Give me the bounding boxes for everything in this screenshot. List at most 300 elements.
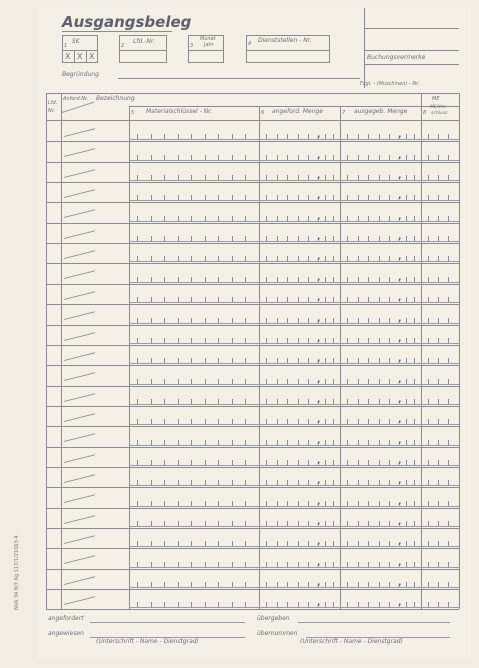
monat-label: Monat [200, 36, 216, 42]
me-digit-tick [438, 134, 439, 139]
row-entry-baseline [130, 506, 459, 507]
me-digit-tick [438, 297, 439, 302]
material-digit-tick [137, 134, 138, 139]
material-digit-tick [232, 236, 233, 241]
ausgegeb-decimal-mark: , [398, 435, 402, 446]
angeford-digit-tick [298, 501, 299, 506]
ausgegeb-digit-tick [389, 318, 390, 323]
ausgegeb-digit-tick [358, 175, 359, 180]
material-digit-tick [245, 460, 246, 465]
ausgegeb-digit-tick [389, 419, 390, 424]
material-digit-tick [205, 562, 206, 567]
ausgegeb-digit-tick [406, 256, 407, 261]
ausgegeb-digit-tick [389, 236, 390, 241]
ausgegeb-digit-tick [368, 460, 369, 465]
angeford-digit-tick [333, 582, 334, 587]
material-digit-tick [191, 399, 192, 404]
angeford-digit-tick [298, 134, 299, 139]
me-digit-tick [428, 501, 429, 506]
ausgegeb-digit-tick [379, 440, 380, 445]
me-digit-tick [428, 338, 429, 343]
ausgegeb-digit-tick [358, 256, 359, 261]
material-digit-tick [205, 277, 206, 282]
angeford-digit-tick [333, 541, 334, 546]
ausgegeb-digit-tick [368, 440, 369, 445]
material-digit-tick [245, 521, 246, 526]
table-right-border [459, 93, 460, 609]
ausgegeb-digit-tick [379, 338, 380, 343]
material-digit-tick [164, 216, 165, 221]
ausgegeb-digit-tick [379, 460, 380, 465]
material-digit-tick [137, 338, 138, 343]
me-digit-tick [428, 277, 429, 282]
angeford-digit-tick [287, 358, 288, 363]
me-digit-tick [428, 195, 429, 200]
ausgegeb-decimal-mark: , [398, 578, 402, 589]
material-digit-tick [178, 521, 179, 526]
ausgegeb-digit-tick [406, 562, 407, 567]
me-digit-tick [448, 277, 449, 282]
ausgegeb-digit-tick [406, 501, 407, 506]
angewiesen-label: angewiesen [48, 630, 84, 637]
material-digit-tick [151, 195, 152, 200]
ausgegeb-digit-tick [347, 318, 348, 323]
me-digit-tick [428, 175, 429, 180]
me-digit-tick [438, 155, 439, 160]
ausgegeb-digit-tick [414, 256, 415, 261]
angefordert-field[interactable] [90, 622, 245, 623]
angeford-digit-tick [308, 175, 309, 180]
material-digit-tick [137, 358, 138, 363]
ausgegeb-decimal-mark: , [398, 496, 402, 507]
ausgegeb-digit-tick [406, 602, 407, 607]
ausgegeb-digit-tick [368, 358, 369, 363]
angeford-decimal-mark: , [317, 476, 321, 487]
angeford-digit-tick [298, 297, 299, 302]
ausgegeb-digit-tick [414, 338, 415, 343]
material-digit-tick [218, 318, 219, 323]
me-digit-tick [428, 460, 429, 465]
material-digit-tick [151, 541, 152, 546]
material-digit-tick [205, 501, 206, 506]
ausgegeb-digit-tick [406, 175, 407, 180]
angeford-digit-tick [333, 602, 334, 607]
signature-hint-right: (Unterschrift - Name - Dienstgrad) [300, 638, 403, 645]
me-digit-tick [448, 521, 449, 526]
me-digit-tick [438, 256, 439, 261]
ausgegeb-digit-tick [379, 358, 380, 363]
ausgegeb-digit-tick [368, 236, 369, 241]
ausgegeb-digit-tick [368, 419, 369, 424]
angeford-digit-tick [333, 256, 334, 261]
me-digit-tick [428, 582, 429, 587]
me-digit-tick [438, 379, 439, 384]
angeford-digit-tick [266, 379, 267, 384]
sk-mark-2[interactable]: X [77, 52, 83, 61]
material-digit-tick [245, 256, 246, 261]
ausgegeb-digit-tick [379, 134, 380, 139]
ausgegeb-digit-tick [368, 602, 369, 607]
ausgegeb-digit-tick [389, 277, 390, 282]
ausgegeb-digit-tick [347, 602, 348, 607]
material-digit-tick [218, 297, 219, 302]
ausgegeb-digit-tick [347, 541, 348, 546]
material-digit-tick [137, 419, 138, 424]
material-digit-tick [164, 521, 165, 526]
ausgegeb-digit-tick [368, 562, 369, 567]
material-digit-tick [218, 460, 219, 465]
material-digit-tick [191, 541, 192, 546]
angeford-digit-tick [287, 155, 288, 160]
me-digit-tick [428, 399, 429, 404]
angeford-digit-tick [287, 399, 288, 404]
ausgegeb-digit-tick [414, 195, 415, 200]
material-digit-tick [191, 134, 192, 139]
material-digit-tick [232, 134, 233, 139]
material-digit-tick [178, 297, 179, 302]
row-entry-baseline [130, 282, 459, 283]
material-digit-tick [191, 521, 192, 526]
material-digit-tick [191, 358, 192, 363]
ausgegeb-digit-tick [379, 582, 380, 587]
material-digit-tick [218, 541, 219, 546]
ausgegeb-digit-tick [347, 521, 348, 526]
angeford-digit-tick [325, 216, 326, 221]
material-digit-tick [151, 440, 152, 445]
angeford-digit-tick [277, 460, 278, 465]
angeford-digit-tick [277, 602, 278, 607]
row-entry-baseline [130, 200, 459, 201]
angeford-decimal-mark: , [317, 293, 321, 304]
material-digit-tick [245, 175, 246, 180]
me-digit-tick [438, 521, 439, 526]
angeford-digit-tick [298, 256, 299, 261]
col-angeford: angeford. Menge [272, 108, 324, 115]
angeford-digit-tick [298, 236, 299, 241]
angeford-digit-tick [277, 541, 278, 546]
ausgegeb-decimal-mark: , [398, 374, 402, 385]
angeford-digit-tick [298, 480, 299, 485]
ausgegeb-digit-tick [389, 134, 390, 139]
angeford-digit-tick [333, 480, 334, 485]
angeford-digit-tick [333, 318, 334, 323]
ausgegeb-digit-tick [347, 582, 348, 587]
ausgegeb-digit-tick [414, 440, 415, 445]
angeford-digit-tick [298, 175, 299, 180]
angeford-decimal-mark: , [317, 374, 321, 385]
material-digit-tick [232, 541, 233, 546]
angeford-digit-tick [266, 297, 267, 302]
angeford-digit-tick [333, 134, 334, 139]
material-digit-tick [232, 501, 233, 506]
angeford-decimal-mark: , [317, 578, 321, 589]
ausgegeb-digit-tick [347, 399, 348, 404]
material-digit-tick [205, 175, 206, 180]
row-entry-baseline [130, 363, 459, 364]
ausgegeb-digit-tick [358, 195, 359, 200]
me-digit-tick [428, 358, 429, 363]
material-digit-tick [191, 419, 192, 424]
material-digit-tick [232, 399, 233, 404]
me-digit-tick [438, 338, 439, 343]
ausgegeb-digit-tick [358, 338, 359, 343]
angeford-digit-tick [277, 175, 278, 180]
row-entry-baseline [130, 139, 459, 140]
angeford-digit-tick [277, 195, 278, 200]
angeford-digit-tick [277, 277, 278, 282]
angeford-digit-tick [325, 134, 326, 139]
ausgegeb-digit-tick [414, 419, 415, 424]
lfd-box-divider [119, 50, 167, 51]
material-digit-tick [164, 338, 165, 343]
dienststellen-box-divider [246, 50, 330, 51]
angeford-digit-tick [308, 216, 309, 221]
angeford-digit-tick [298, 379, 299, 384]
ausgegeb-digit-tick [406, 297, 407, 302]
monat-box-divider [188, 50, 224, 51]
ausgegeb-digit-tick [379, 399, 380, 404]
angeford-digit-tick [277, 562, 278, 567]
ausgegeb-digit-tick [358, 419, 359, 424]
ausgegeb-digit-tick [389, 460, 390, 465]
material-digit-tick [137, 541, 138, 546]
material-digit-tick [137, 216, 138, 221]
material-digit-tick [191, 297, 192, 302]
begruendung-field[interactable] [118, 78, 360, 79]
material-digit-tick [218, 338, 219, 343]
me-digit-tick [438, 318, 439, 323]
material-digit-tick [178, 602, 179, 607]
material-digit-tick [151, 501, 152, 506]
angeford-digit-tick [308, 379, 309, 384]
material-digit-tick [191, 379, 192, 384]
material-digit-tick [191, 216, 192, 221]
material-digit-tick [191, 501, 192, 506]
material-digit-tick [191, 195, 192, 200]
ausgegeb-decimal-mark: , [398, 455, 402, 466]
material-digit-tick [151, 134, 152, 139]
angeford-digit-tick [325, 501, 326, 506]
dienststellen-label: Dienststellen - Nr. [258, 37, 312, 44]
angeford-digit-tick [266, 562, 267, 567]
material-digit-tick [137, 501, 138, 506]
me-digit-tick [428, 297, 429, 302]
angeford-digit-tick [266, 358, 267, 363]
angeford-digit-tick [298, 338, 299, 343]
material-digit-tick [245, 195, 246, 200]
col-material-num: 5 [131, 110, 135, 116]
angeford-digit-tick [287, 562, 288, 567]
ausgegeb-decimal-mark: , [398, 354, 402, 365]
angeford-digit-tick [308, 582, 309, 587]
ausgegeb-digit-tick [389, 379, 390, 384]
ausgegeb-digit-tick [358, 155, 359, 160]
row-entry-baseline [130, 546, 459, 547]
material-digit-tick [137, 256, 138, 261]
ausgegeb-digit-tick [414, 297, 415, 302]
material-digit-tick [232, 297, 233, 302]
angeford-digit-tick [287, 236, 288, 241]
material-digit-tick [232, 480, 233, 485]
ausgegeb-decimal-mark: , [398, 211, 402, 222]
material-digit-tick [245, 358, 246, 363]
material-digit-tick [218, 501, 219, 506]
angeford-digit-tick [266, 399, 267, 404]
material-digit-tick [151, 318, 152, 323]
me-digit-tick [428, 155, 429, 160]
angeford-digit-tick [277, 256, 278, 261]
col-angeford-num: 6 [261, 110, 265, 116]
angeford-digit-tick [298, 277, 299, 282]
material-digit-tick [178, 277, 179, 282]
jahr-label: Jahr [204, 42, 214, 48]
sk-mark-1[interactable]: X [65, 52, 71, 61]
angeford-decimal-mark: , [317, 191, 321, 202]
begruendung-label: Begründung [62, 71, 99, 78]
ausgegeb-decimal-mark: , [398, 557, 402, 568]
material-digit-tick [218, 480, 219, 485]
material-digit-tick [164, 277, 165, 282]
angeford-digit-tick [277, 521, 278, 526]
material-digit-tick [191, 175, 192, 180]
ausgegeb-digit-tick [414, 155, 415, 160]
angeford-digit-tick [266, 501, 267, 506]
me-digit-tick [438, 277, 439, 282]
ausgegeb-decimal-mark: , [398, 537, 402, 548]
row-entry-baseline [130, 465, 459, 466]
angeford-digit-tick [287, 480, 288, 485]
angeford-digit-tick [333, 216, 334, 221]
ausgegeb-digit-tick [368, 216, 369, 221]
ausgegeb-digit-tick [389, 440, 390, 445]
ausgegeb-decimal-mark: , [398, 293, 402, 304]
ausgegeb-decimal-mark: , [398, 150, 402, 161]
ausgegeb-digit-tick [368, 277, 369, 282]
ausgegeb-digit-tick [358, 562, 359, 567]
ausgegeb-digit-tick [358, 277, 359, 282]
ausgegeb-digit-tick [358, 134, 359, 139]
angeford-digit-tick [325, 602, 326, 607]
material-digit-tick [178, 562, 179, 567]
material-digit-tick [218, 134, 219, 139]
material-digit-tick [191, 256, 192, 261]
sk-label: SK [72, 38, 80, 45]
me-digit-tick [428, 236, 429, 241]
material-digit-tick [232, 175, 233, 180]
angeford-digit-tick [325, 582, 326, 587]
ausgegeb-digit-tick [347, 256, 348, 261]
ausgegeb-decimal-mark: , [398, 415, 402, 426]
material-digit-tick [137, 440, 138, 445]
me-digit-tick [438, 175, 439, 180]
material-digit-tick [205, 480, 206, 485]
ausgegeb-digit-tick [347, 460, 348, 465]
angeford-decimal-mark: , [317, 394, 321, 405]
me-digit-tick [438, 440, 439, 445]
material-digit-tick [137, 399, 138, 404]
angeford-digit-tick [333, 562, 334, 567]
sk-mark-3[interactable]: X [89, 52, 95, 61]
angeford-digit-tick [308, 562, 309, 567]
angeford-decimal-mark: , [317, 211, 321, 222]
material-digit-tick [232, 155, 233, 160]
angeford-digit-tick [325, 379, 326, 384]
material-digit-tick [151, 297, 152, 302]
ausgegeb-digit-tick [379, 602, 380, 607]
ausgegeb-digit-tick [358, 379, 359, 384]
title-underline [62, 31, 172, 32]
ausgegeb-digit-tick [406, 338, 407, 343]
material-digit-tick [245, 318, 246, 323]
material-digit-tick [178, 399, 179, 404]
fzgl-label: Fzgl. - (Muschinen) - Nr. [360, 81, 420, 87]
material-digit-tick [232, 379, 233, 384]
angeford-digit-tick [308, 155, 309, 160]
material-digit-tick [164, 419, 165, 424]
ausgegeb-digit-tick [414, 541, 415, 546]
me-digit-tick [448, 602, 449, 607]
ausgegeb-digit-tick [368, 175, 369, 180]
angeford-digit-tick [325, 318, 326, 323]
ausgegeb-digit-tick [389, 562, 390, 567]
angeford-digit-tick [266, 318, 267, 323]
material-digit-tick [232, 195, 233, 200]
material-digit-tick [205, 134, 206, 139]
angeford-digit-tick [308, 541, 309, 546]
ausgegeb-digit-tick [406, 277, 407, 282]
ausgegeb-digit-tick [347, 277, 348, 282]
angeford-digit-tick [308, 195, 309, 200]
ausgegeb-digit-tick [368, 155, 369, 160]
material-digit-tick [205, 216, 206, 221]
ausgegeb-digit-tick [379, 155, 380, 160]
material-digit-tick [178, 318, 179, 323]
ausgegeb-digit-tick [368, 582, 369, 587]
material-digit-tick [232, 277, 233, 282]
angeford-digit-tick [266, 155, 267, 160]
angeford-decimal-mark: , [317, 130, 321, 141]
material-digit-tick [245, 399, 246, 404]
angeford-digit-tick [277, 399, 278, 404]
material-digit-tick [164, 297, 165, 302]
angeford-decimal-mark: , [317, 455, 321, 466]
me-digit-tick [448, 216, 449, 221]
angeford-digit-tick [308, 521, 309, 526]
me-digit-tick [448, 256, 449, 261]
ausgegeb-digit-tick [368, 318, 369, 323]
angeford-digit-tick [277, 155, 278, 160]
angeford-digit-tick [287, 541, 288, 546]
angeford-digit-tick [298, 460, 299, 465]
material-digit-tick [151, 602, 152, 607]
material-digit-tick [164, 236, 165, 241]
angeford-digit-tick [298, 399, 299, 404]
me-digit-tick [428, 541, 429, 546]
me-digit-tick [448, 541, 449, 546]
material-digit-tick [245, 277, 246, 282]
angeford-decimal-mark: , [317, 435, 321, 446]
me-digit-tick [428, 440, 429, 445]
angeford-digit-tick [308, 460, 309, 465]
row-entry-baseline [130, 445, 459, 446]
angeford-digit-tick [333, 460, 334, 465]
material-digit-tick [232, 460, 233, 465]
ausgegeb-digit-tick [414, 521, 415, 526]
material-digit-tick [205, 440, 206, 445]
uebergeben-field[interactable] [298, 622, 450, 623]
ausgegeb-digit-tick [389, 480, 390, 485]
angeford-digit-tick [266, 419, 267, 424]
